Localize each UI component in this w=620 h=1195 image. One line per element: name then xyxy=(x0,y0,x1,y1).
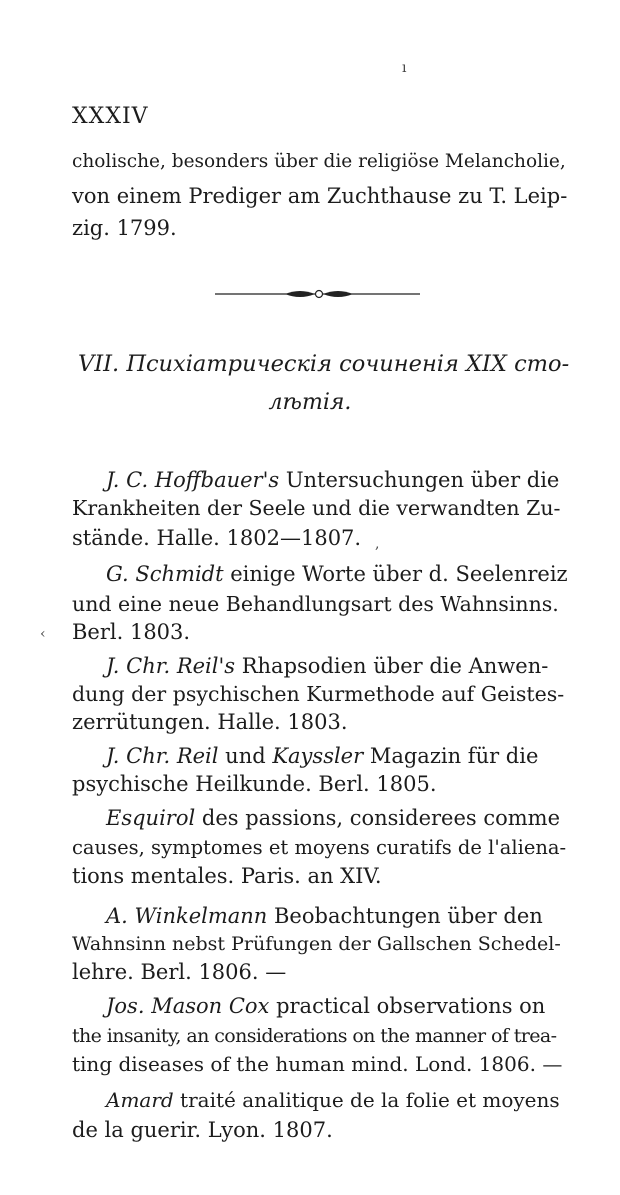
text-line: und eine neue Behandlungsart des Wahnsinns. xyxy=(72,592,559,616)
author-name: Amard xyxy=(106,1088,174,1112)
text-line xyxy=(106,1086,568,1114)
text-line: de la guerir. Lyon. 1807. xyxy=(72,1118,333,1142)
entry-text: einige Worte über d. Seelenreiz xyxy=(223,562,568,586)
text-line xyxy=(106,992,568,1020)
section-heading: VII. Психіатрическія сочиненія XIX сто- xyxy=(78,351,570,377)
text-line: Berl. 1803. xyxy=(72,620,191,644)
text-line xyxy=(106,466,568,494)
text-line: cholische, besonders über die religiöse Melancholie, xyxy=(72,151,566,172)
text-line: lehre. Berl. 1806. — xyxy=(72,960,287,984)
author-name: J. Chr. Reil's xyxy=(106,654,236,678)
author-name: Esquirol xyxy=(106,806,196,830)
text-line xyxy=(106,804,568,832)
text-line xyxy=(106,560,568,588)
section-heading-continuation: лѣтія. xyxy=(268,390,352,415)
text-line: tions mentales. Paris. an XIV. xyxy=(72,864,382,888)
entry-text: traité analitique de la folie et moyens xyxy=(173,1088,560,1112)
text-line: von einem Prediger am Zuchthause zu T. Leip- xyxy=(72,184,568,208)
text-line: ting diseases of the human mind. Lond. 1806. — xyxy=(72,1052,563,1076)
author-name: J. Chr. Reil xyxy=(106,744,219,768)
entry-text: und xyxy=(218,744,273,768)
text-line: Krankheiten der Seele und die verwandten Zu- xyxy=(72,496,561,520)
print-speck: , xyxy=(375,536,380,552)
text-line xyxy=(106,652,568,680)
text-line: stände. Halle. 1802—1807. xyxy=(72,526,362,550)
author-name: A. Winkelmann xyxy=(106,904,268,928)
print-speck: ‹ xyxy=(40,626,46,642)
text-line: Wahnsinn nebst Prüfungen der Gallschen Schedel- xyxy=(72,933,561,955)
text-line: psychische Heilkunde. Berl. 1805. xyxy=(72,772,437,796)
entry-text: Rhapsodien über die Anwen- xyxy=(235,654,549,678)
entry-text: practical observations on xyxy=(269,994,546,1018)
entry-text: Beobachtungen über den xyxy=(267,904,543,928)
page-number: XXXIV xyxy=(72,104,149,129)
text-line: dung der psychischen Kurmethode auf Geistes- xyxy=(72,682,565,706)
text-line xyxy=(106,902,568,930)
text-line: zig. 1799. xyxy=(72,216,177,240)
author-name: J. C. Hoffbauer's xyxy=(106,468,280,492)
entry-text: des passions, considerees comme xyxy=(195,806,561,830)
text-line: zerrütungen. Halle. 1803. xyxy=(72,710,348,734)
text-line: the insanity, an considerations on the manner of trea- xyxy=(72,1025,557,1047)
author-name: Kayssler xyxy=(272,744,364,768)
ornamental-divider xyxy=(215,284,420,304)
author-name: G. Schmidt xyxy=(106,562,224,586)
text-line xyxy=(106,742,568,770)
entry-text: Untersuchungen über die xyxy=(279,468,560,492)
print-speck: ı xyxy=(402,60,407,76)
author-name: Jos. Mason Cox xyxy=(106,994,270,1018)
entry-text: Magazin für die xyxy=(363,744,539,768)
text-line: causes, symptomes et moyens curatifs de l'aliena- xyxy=(72,836,567,859)
